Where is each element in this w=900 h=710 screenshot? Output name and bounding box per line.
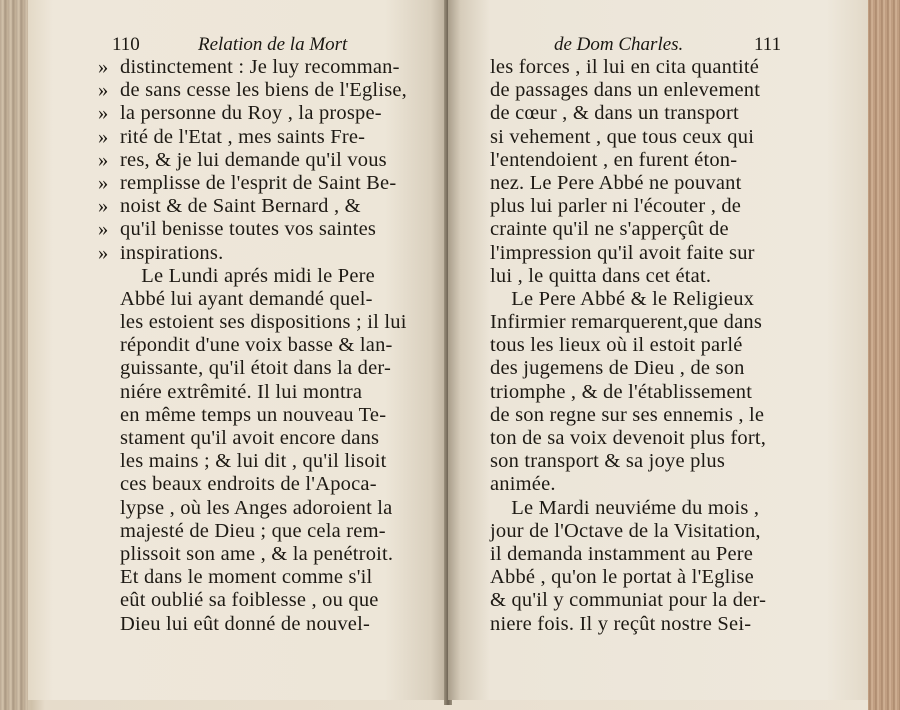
line-text: nez. Le Pere Abbé ne pouvant xyxy=(490,171,742,194)
left-page xyxy=(28,0,448,700)
line-text: répondit d'une voix basse & lan- xyxy=(120,334,393,357)
quote-mark: » xyxy=(98,125,109,148)
line-text: qu'il benisse toutes vos saintes xyxy=(120,218,377,241)
text-line xyxy=(98,543,407,566)
text-line xyxy=(490,473,766,496)
quote-mark: » xyxy=(98,241,109,264)
line-text: jour de l'Octave de la Visitation, xyxy=(490,519,761,542)
line-text: tous les lieux où il estoit parlé xyxy=(490,334,743,357)
line-text: de cœur , & dans un transport xyxy=(490,102,739,125)
text-line xyxy=(490,288,766,311)
line-text: guissante, qu'il étoit dans la der- xyxy=(120,357,392,380)
line-text: lui , le quitta dans cet état. xyxy=(490,264,712,287)
text-line xyxy=(490,520,766,543)
quote-mark: » xyxy=(98,148,109,171)
text-line xyxy=(490,543,766,566)
text-line xyxy=(98,566,407,589)
quote-mark: » xyxy=(98,171,109,194)
line-text: en même temps un nouveau Te- xyxy=(120,403,387,426)
line-text: lypse , où les Anges adoroient la xyxy=(120,496,393,519)
text-line xyxy=(490,149,766,172)
line-text: & qu'il y communiat pour la der- xyxy=(490,589,767,612)
line-text: Et dans le moment comme s'il xyxy=(120,566,373,589)
line-text: crainte qu'il ne s'apperçût de xyxy=(490,218,729,241)
text-line xyxy=(98,427,407,450)
line-text: Abbé , qu'on le portat à l'Eglise xyxy=(490,566,754,589)
text-line xyxy=(98,79,407,102)
text-line xyxy=(98,195,407,218)
left-page-number: 110 xyxy=(112,34,140,55)
text-line xyxy=(490,79,766,102)
line-text: res, & je lui demande qu'il vous xyxy=(120,148,387,171)
text-line xyxy=(98,311,407,334)
quote-mark: » xyxy=(98,218,109,241)
line-text: niére extrêmité. Il lui montra xyxy=(120,380,363,403)
line-text: remplisse de l'esprit de Saint Be- xyxy=(120,171,397,194)
text-line xyxy=(98,265,407,288)
line-text: ces beaux endroits de l'Apoca- xyxy=(120,473,377,496)
text-line xyxy=(490,381,766,404)
text-line xyxy=(490,427,766,450)
quote-mark: » xyxy=(98,79,109,102)
text-line xyxy=(490,566,766,589)
text-line xyxy=(98,450,407,473)
line-text: rité de l'Etat , mes saints Fre- xyxy=(120,125,366,148)
text-line xyxy=(490,589,766,612)
line-text: animée. xyxy=(490,473,556,496)
right-page xyxy=(448,0,868,700)
quote-mark: » xyxy=(98,102,109,125)
line-text: les mains ; & lui dit , qu'il lisoit xyxy=(120,450,387,473)
line-text: distinctement : Je luy recomman- xyxy=(120,56,400,78)
line-text: triomphe , & de l'établissement xyxy=(490,380,753,403)
text-line xyxy=(98,404,407,427)
line-text: il demanda instamment au Pere xyxy=(490,542,754,565)
text-line xyxy=(490,334,766,357)
text-line xyxy=(98,520,407,543)
right-page-number: 111 xyxy=(754,34,782,55)
line-text: plissoit son ame , & la penétroit. xyxy=(120,542,394,565)
text-line xyxy=(98,102,407,125)
line-text: Le Pere Abbé & le Religieux xyxy=(490,287,755,310)
text-line xyxy=(490,126,766,149)
line-text: Le Lundi aprés midi le Pere xyxy=(120,264,375,287)
text-line xyxy=(490,102,766,125)
text-line xyxy=(490,265,766,288)
line-text: des jugemens de Dieu , de son xyxy=(490,357,745,380)
line-text: les forces , il lui en cita quantité xyxy=(490,56,760,78)
text-line xyxy=(490,357,766,380)
text-line xyxy=(98,126,407,149)
text-line xyxy=(98,589,407,612)
line-text: l'entendoient , en furent éton- xyxy=(490,148,738,171)
text-line xyxy=(98,172,407,195)
line-text: eût oublié sa foiblesse , ou que xyxy=(120,589,379,612)
line-text: stament qu'il avoit encore dans xyxy=(120,427,380,449)
text-line xyxy=(490,311,766,334)
text-line xyxy=(98,149,407,172)
line-text: la personne du Roy , la prospe- xyxy=(120,102,382,125)
quote-mark: » xyxy=(98,195,109,218)
line-text: Infirmier remarquerent,que dans xyxy=(490,311,763,334)
line-text: Le Mardi neuviéme du mois , xyxy=(490,496,760,519)
line-text: plus lui parler ni l'écouter , de xyxy=(490,195,742,218)
line-text: Dieu lui eût donné de nouvel- xyxy=(120,612,371,635)
text-line xyxy=(490,404,766,427)
right-page-edges xyxy=(868,0,900,710)
text-line xyxy=(98,218,407,241)
line-text: son transport & sa joye plus xyxy=(490,450,726,473)
line-text: inspirations. xyxy=(120,241,224,264)
line-text: Abbé lui ayant demandé quel- xyxy=(120,287,373,310)
text-line xyxy=(490,613,766,636)
line-text: si vehement , que tous ceux qui xyxy=(490,125,755,148)
text-line xyxy=(98,56,407,79)
text-line xyxy=(490,172,766,195)
right-running-head: de Dom Charles. xyxy=(554,34,684,55)
text-line xyxy=(98,497,407,520)
text-line xyxy=(98,334,407,357)
text-line xyxy=(490,242,766,265)
text-line xyxy=(98,357,407,380)
right-page-text xyxy=(490,56,766,636)
quote-mark: » xyxy=(98,56,109,78)
text-line xyxy=(98,381,407,404)
text-line xyxy=(98,613,407,636)
line-text: noist & de Saint Bernard , & xyxy=(120,195,361,218)
line-text: ton de sa voix devenoit plus fort, xyxy=(490,427,767,449)
line-text: majesté de Dieu ; que cela rem- xyxy=(120,519,386,542)
line-text: de sans cesse les biens de l'Eglise, xyxy=(120,79,408,102)
text-line xyxy=(490,56,766,79)
text-line xyxy=(98,242,407,265)
line-text: de son regne sur ses ennemis , le xyxy=(490,403,765,426)
text-line xyxy=(490,195,766,218)
line-text: l'impression qu'il avoit faite sur xyxy=(490,241,755,264)
left-page-edges xyxy=(0,0,28,710)
line-text: de passages dans un enlevement xyxy=(490,79,761,102)
line-text: niere fois. Il y reçût nostre Sei- xyxy=(490,612,752,635)
text-line xyxy=(98,288,407,311)
text-line xyxy=(490,497,766,520)
text-line xyxy=(490,218,766,241)
text-line xyxy=(490,450,766,473)
text-line xyxy=(98,473,407,496)
left-running-head: Relation de la Mort xyxy=(198,34,348,55)
line-text: les estoient ses dispositions ; il lui xyxy=(120,311,407,334)
left-page-text xyxy=(98,56,407,636)
